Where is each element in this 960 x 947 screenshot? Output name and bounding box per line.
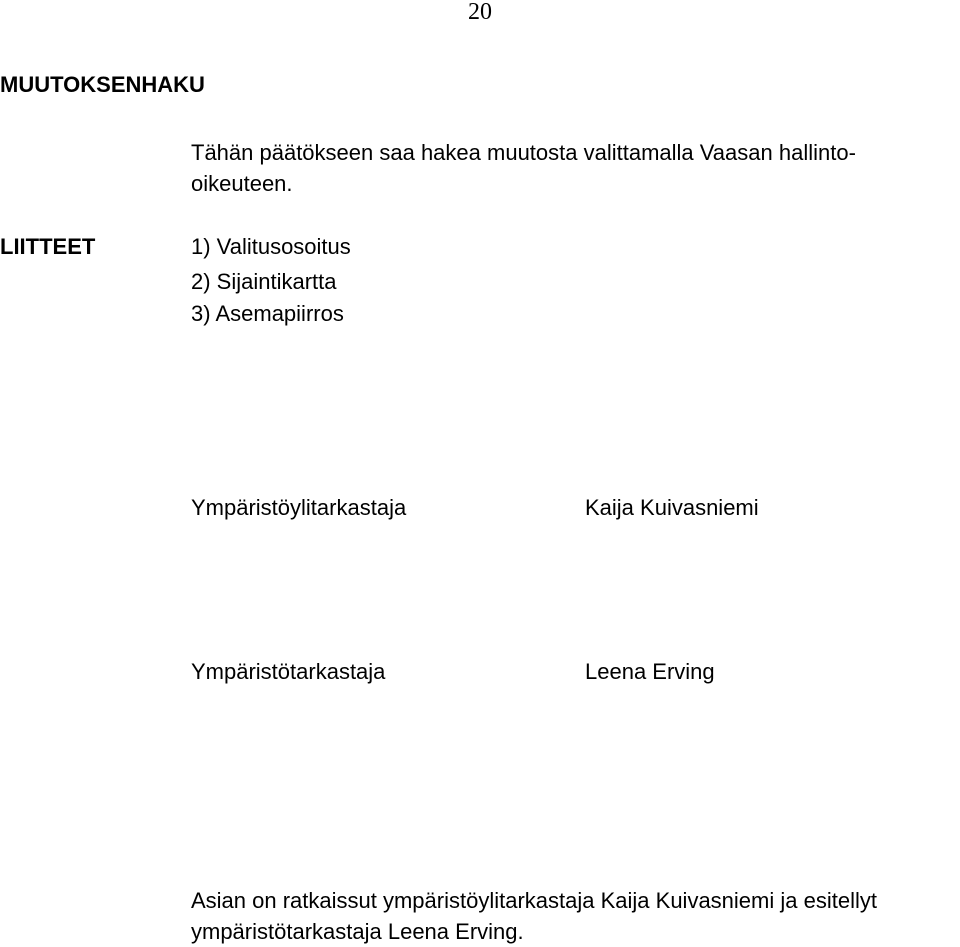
- appeal-text-line-2: oikeuteen.: [191, 171, 293, 196]
- signature-title-1: Ympäristöylitarkastaja: [191, 495, 407, 520]
- signature-title-2: Ympäristötarkastaja: [191, 659, 386, 684]
- signature-name-1: Kaija Kuivasniemi: [585, 495, 759, 520]
- attachment-item-2: 2) Sijaintikartta: [191, 269, 337, 294]
- page-number: 20: [468, 0, 492, 25]
- appeal-text-line-1: Tähän päätökseen saa hakea muutosta valittamalla Vaasan hallinto-: [191, 140, 856, 165]
- decision-note-line-1: Asian on ratkaissut ympäristöylitarkastaja Kaija Kuivasniemi ja esitellyt: [191, 888, 877, 913]
- appeal-heading: MUUTOKSENHAKU: [0, 72, 205, 97]
- attachments-heading: LIITTEET: [0, 234, 96, 259]
- signature-name-2: Leena Erving: [585, 659, 715, 684]
- attachment-item-3: 3) Asemapiirros: [191, 301, 344, 326]
- decision-note-line-2: ympäristötarkastaja Leena Erving.: [191, 919, 524, 944]
- attachment-item-1: 1) Valitusosoitus: [191, 234, 351, 259]
